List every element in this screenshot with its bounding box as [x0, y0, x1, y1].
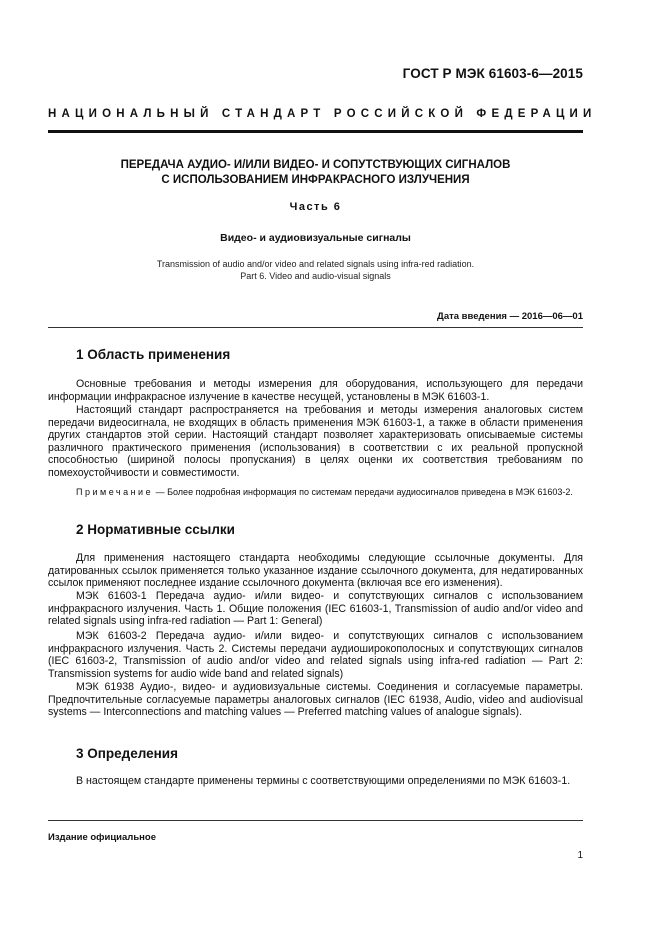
page-number: 1 — [577, 850, 583, 861]
section-3-paragraph-1: В настоящем стандарте применены термины с соответствующими определениями по МЭК 61603-1. — [76, 775, 571, 787]
title-line-2: С ИСПОЛЬЗОВАНИЕМ ИНФРАКРАСНОГО ИЗЛУЧЕНИЯ — [161, 174, 470, 186]
english-title-line-1: Transmission of audio and/or video and related signals using infra-red radiation. — [156, 259, 475, 269]
note-label: Примечание — [76, 487, 154, 497]
part-subtitle: Видео- и аудиовизуальные сигналы — [220, 232, 411, 244]
document-code: ГОСТ Р МЭК 61603-6—2015 — [402, 66, 583, 81]
standard-organization-title: НАЦИОНАЛЬНЫЙ СТАНДАРТ РОССИЙСКОЙ ФЕДЕРАЦИИ — [48, 108, 597, 120]
note-text: — Более подробная информация по системам передачи аудиосигналов приведена в МЭК 61603-2. — [153, 487, 573, 497]
title-line-1: ПЕРЕДАЧА АУДИО- И/ИЛИ ВИДЕО- И СОПУТСТВУЮЩИХ СИГНАЛОВ — [120, 159, 511, 171]
official-edition-label: Издание официальное — [48, 832, 156, 843]
section-2-heading: 2 Нормативные ссылки — [76, 522, 235, 537]
section-2-reference-2: МЭК 61603-2 Передача аудио- и/или видео- и сопутствующих сигналов с использованием инфракрасного излучения. Часть 2. Системы передачи аудиоширокополосных и сопутствующих сигналов (IEC 61603-2, Transmission of audio and/or video and related signals using infra-red radiation — Part 2: Transmission systems for audio wide band and related signals) — [48, 630, 583, 680]
english-title-line-2: Part 6. Video and audio-visual signals — [240, 271, 391, 281]
introduction-date: Дата введения — 2016—06—01 — [437, 311, 583, 322]
date-divider — [48, 327, 583, 328]
footer-divider — [48, 820, 583, 821]
section-2-reference-3: МЭК 61938 Аудио-, видео- и аудиовизуальные системы. Соединения и согласуемые параметры. Предпочтительные согласуемые параметры аналоговых сигналов (IEC 61938, Audio, video and audiovisual systems — Interconnections and matching values — Preferred matching values of analogue signals). — [48, 681, 583, 718]
document-title — [48, 158, 583, 188]
part-number: Часть 6 — [289, 201, 342, 213]
section-1-paragraph-2: Настоящий стандарт распространяется на требования и методы измерения аналоговых систем передачи видеосигнала, не входящих в область применения МЭК 61603-1, а также в области применения других стандартов этой серии. Настоящий стандарт позволяет характеризовать описываемые системы различного практического применения (использования) в соответствии с их реальной пропускной способностью (шириной полосы пропускания) в целях оценки их соответствия требованиям по помехоустойчивости и совместимости. — [48, 404, 583, 479]
section-2-paragraph-1: Для применения настоящего стандарта необходимы следующие ссылочные документы. Для датированных ссылок применяется только указанное издание ссылочного документа, для недатированных ссылок применяют последнее издание ссылочного документа (включая все его изменения). — [48, 552, 583, 589]
section-1-paragraph-1: Основные требования и методы измерения для оборудования, использующего для передачи информации инфракрасное излучение в качестве несущей, установлены в МЭК 61603-1. — [48, 378, 583, 403]
section-1-heading: 1 Область применения — [76, 347, 231, 362]
section-3-heading: 3 Определения — [76, 746, 178, 761]
header-rule — [48, 130, 583, 133]
section-2-reference-1: МЭК 61603-1 Передача аудио- и/или видео- и сопутствующих сигналов с использованием инфракрасного излучения. Часть 1. Общие положения (IEC 61603-1, Transmission of audio and/or video and related signals using infra-red radiation — Part 1: General) — [48, 590, 583, 627]
section-1-note — [48, 486, 583, 498]
english-title — [48, 258, 583, 282]
